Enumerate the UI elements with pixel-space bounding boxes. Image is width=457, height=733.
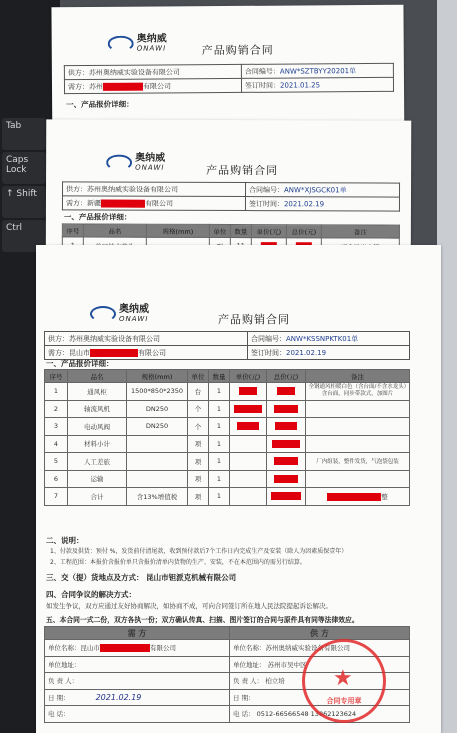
- cell-remark: [306, 435, 410, 453]
- contract-header-table: [62, 181, 400, 211]
- col-header: 序号: [62, 224, 83, 237]
- company-logo: [106, 154, 165, 172]
- cell-spec: 含13%增值税: [127, 488, 188, 506]
- cell-price: [230, 453, 267, 471]
- cell-total: [267, 383, 306, 401]
- buyer-unit-prefix: 单位名称：昆山市: [48, 644, 100, 653]
- redaction-mark: [275, 422, 297, 430]
- col-header: 单价(元): [230, 370, 267, 383]
- cell-name: 轴流风机: [68, 400, 127, 418]
- cell-spec: 1500*850*2350: [127, 383, 188, 401]
- buyer-field: [62, 196, 245, 211]
- cell-qty: 1: [209, 453, 230, 471]
- logo-mark-icon: [90, 306, 116, 322]
- cell-name: 材料小计: [68, 435, 127, 453]
- table-header-row: [45, 370, 410, 383]
- col-header: 总价(元): [267, 370, 306, 383]
- sign-date-label: 签订时间：: [248, 199, 284, 208]
- logo-mark-icon: [108, 36, 134, 52]
- col-header: 备注: [306, 370, 410, 383]
- contract-number-label: 合同编号：: [251, 334, 286, 343]
- cell-num: 5: [45, 453, 68, 471]
- col-header: 单位: [188, 370, 209, 383]
- cell-num: 1: [45, 383, 68, 401]
- note-payment: 1、付款及供货：预付 %，发货前付清尾款，收到预付款后7个工作日内完成生产及安装（除人为因素质保壹年）: [50, 548, 348, 555]
- redaction-mark: [234, 405, 262, 413]
- cell-remark: [306, 488, 410, 506]
- cell-qty: 1: [209, 400, 230, 418]
- col-header: 总价(元): [286, 225, 321, 238]
- sign-date-label: 签订时间：: [244, 81, 281, 90]
- cell-num: 2: [45, 400, 68, 418]
- buyer-prefix: 需方：昆山市: [48, 348, 90, 357]
- cell-num: 6: [45, 470, 68, 488]
- redaction-mark: [100, 644, 150, 652]
- col-header: 单价(元): [251, 225, 286, 238]
- buyer-unit-suffix: 有限公司: [150, 644, 176, 653]
- contract-sheet-3: [36, 245, 441, 733]
- buyer-field: [64, 78, 241, 93]
- cell-total: [267, 488, 306, 506]
- sign-date-field: [245, 197, 399, 212]
- sign-date-field: [241, 77, 393, 92]
- buyer-prefix: 需方：苏州: [67, 82, 104, 91]
- contract-number: ANW*KSSNPKTK01单: [286, 334, 359, 343]
- cell-unit: 个: [188, 418, 209, 436]
- contract-title: 产品购销合同: [218, 313, 290, 326]
- key-shift: ↑ Shift: [2, 186, 46, 218]
- cell-unit: 项: [188, 435, 209, 453]
- company-logo: [90, 305, 149, 323]
- contract-number-field: [248, 332, 410, 346]
- note-scope: 2、工程范围：本报价含报价单只含报价清单内货物的生产、安装，不在本范围内的需另行结算。: [50, 559, 306, 566]
- contract-header-table: [64, 63, 394, 94]
- logo-text-cn: 奥纳威: [136, 33, 167, 45]
- redaction-mark: [103, 82, 143, 90]
- cell-total: [267, 400, 306, 418]
- col-header: 品名: [83, 224, 146, 237]
- sign-date: 2021.01.25: [279, 80, 321, 90]
- contract-title: 产品购销合同: [201, 43, 274, 58]
- buyer-date-label: 日 期：: [48, 693, 70, 702]
- cell-spec: [127, 435, 188, 453]
- buyer-header: 需 方: [45, 627, 230, 640]
- redaction-mark: [239, 387, 257, 395]
- cell-unit: 个: [188, 400, 209, 418]
- col-header: 单位: [209, 224, 230, 237]
- cell-price: [230, 383, 267, 401]
- cell-price: [230, 400, 267, 418]
- party-header-row: [45, 627, 410, 640]
- logo-text-en: ONAWI: [136, 44, 167, 53]
- supplier-rep: 负 责 人： 柏立培: [230, 673, 410, 690]
- buyer-address: 单位地址：: [45, 656, 230, 673]
- logo-text-en: ONAWI: [135, 163, 165, 172]
- dispute-text: 如发生争议，双方应通过友好协商解决，如协商不成，可向合同签订所在地人民法院提起诉讼解决。: [46, 602, 332, 610]
- col-header: 序号: [45, 370, 68, 383]
- cell-name: 合计: [68, 488, 127, 506]
- buyer-suffix: 有限公司: [142, 81, 172, 91]
- section-heading: 一、产品报价详细：: [63, 212, 132, 222]
- cell-name: 运输: [68, 470, 127, 488]
- supplier-header: 供 方: [230, 627, 410, 640]
- redaction-mark: [274, 457, 298, 465]
- cell-total: [267, 418, 306, 436]
- cell-spec: [127, 453, 188, 471]
- buyer-phone: 电 话：: [45, 706, 230, 723]
- supplier-date: 日 期：: [230, 689, 410, 706]
- key-caps-lock: Caps Lock: [2, 152, 46, 184]
- redaction-mark: [271, 492, 301, 500]
- sign-date: 2021.02.19: [286, 348, 327, 357]
- section-heading: 一、产品报价详细：: [66, 99, 134, 110]
- logo-text-en: ONAWI: [119, 315, 149, 323]
- seal-star-icon: ★: [333, 666, 353, 691]
- redaction-mark: [327, 493, 381, 501]
- contract-number-label: 合同编号：: [249, 185, 285, 194]
- contract-number: ANW*SZTBYY20201单: [279, 66, 357, 76]
- supplier-field: 供方：苏州奥纳威实验设备有限公司: [45, 332, 248, 346]
- cell-price: [230, 488, 267, 506]
- col-header: 规格(mm): [127, 370, 188, 383]
- supplier-phone: 电 话： 0512-66566548 13862123624: [230, 706, 410, 723]
- cell-remark: 厂内组装，整件发货，气泡袋包装: [306, 453, 410, 471]
- redaction-mark: [274, 475, 298, 483]
- table-row: [45, 453, 410, 471]
- cell-qty: 1: [209, 435, 230, 453]
- cell-unit: 项: [188, 470, 209, 488]
- cell-remark: [306, 470, 410, 488]
- buyer-suffix: 有限公司: [144, 199, 173, 208]
- redaction-mark: [277, 387, 295, 395]
- cell-unit: 项: [188, 488, 209, 506]
- table-row: [45, 418, 410, 436]
- total-suffix: 整: [381, 492, 388, 501]
- delivery-line: 三、交（提）货地点及方式： 昆山市钽派克机械有限公司: [46, 573, 237, 582]
- cell-qty: 1: [209, 470, 230, 488]
- redaction-mark: [90, 349, 138, 357]
- cell-num: 3: [45, 418, 68, 436]
- key-ctrl: Ctrl: [2, 220, 46, 252]
- cell-remark: 全钢通风柜暖白色（含台面/不含水龙头）含台面，同步带款式，加图片: [306, 383, 410, 401]
- buyer-prefix: 需方：新疆: [65, 198, 101, 208]
- dispute-heading: 四、合同争议的解决方式：: [46, 590, 136, 599]
- logo-mark-icon: [106, 155, 132, 171]
- copies-clause: 五、本合同一式二份，双方各执一份；双方确认传真、扫描、图片签订的合同与原件具有同等法律效应。: [46, 616, 359, 624]
- table-row: [45, 470, 410, 488]
- logo-text-cn: 奥纳威: [135, 152, 166, 164]
- cell-spec: DN250: [127, 418, 188, 436]
- contract-number-field: [241, 63, 393, 78]
- col-header: 规格(mm): [146, 224, 209, 237]
- logo-text-cn: 奥纳威: [119, 304, 149, 315]
- buyer-suffix: 有限公司: [138, 348, 166, 357]
- cell-total: [267, 435, 306, 453]
- cell-spec: [127, 470, 188, 488]
- key-tab: Tab: [2, 118, 46, 150]
- cell-num: 4: [45, 435, 68, 453]
- sign-date-label: 签订时间：: [251, 348, 286, 357]
- section-heading: 一、产品报价详细：: [46, 359, 114, 368]
- supplier-field: 供方：苏州奥纳威实验设备有限公司: [62, 182, 245, 197]
- cell-unit: 台: [188, 383, 209, 401]
- table-header-row: [62, 224, 399, 238]
- table-row: [45, 488, 410, 506]
- quote-table: [44, 369, 410, 506]
- cell-name: 通风柜: [68, 383, 127, 401]
- col-header: 数量: [209, 370, 230, 383]
- cell-total: [267, 470, 306, 488]
- cell-unit: 项: [188, 453, 209, 471]
- buyer-rep: 负 责 人：: [45, 673, 230, 690]
- company-logo: [108, 34, 167, 52]
- redaction-mark: [101, 199, 145, 207]
- cell-price: [230, 435, 267, 453]
- cell-qty: 1: [209, 418, 230, 436]
- cell-remark: [306, 418, 410, 436]
- handwritten-date: 2021.02.19: [95, 692, 142, 702]
- redaction-mark: [274, 405, 298, 413]
- col-header: 数量: [230, 225, 251, 238]
- buyer-date-field: [45, 689, 230, 706]
- table-row: [45, 400, 410, 418]
- col-header: 品名: [68, 370, 127, 383]
- redaction-mark: [237, 422, 259, 430]
- contract-number-label: 合同编号：: [244, 67, 280, 76]
- supplier-unit: 单位名称：苏州奥纳威实验设备有限公司: [230, 640, 410, 657]
- cell-price: [230, 470, 267, 488]
- cell-name: 人工差旅: [68, 453, 127, 471]
- cell-qty: 1: [209, 488, 230, 506]
- sign-date: 2021.02.19: [283, 199, 325, 208]
- cell-remark: [306, 400, 410, 418]
- contract-title: 产品购销合同: [206, 163, 279, 178]
- notes-heading: 二、说明：: [46, 536, 84, 545]
- buyer-unit: [45, 640, 230, 657]
- cell-qty: 1: [209, 383, 230, 401]
- redaction-mark: [272, 440, 300, 448]
- table-row: [45, 383, 410, 401]
- supplier-field: 供方：苏州奥纳威实验设备有限公司: [64, 64, 241, 79]
- contract-number: ANW*XJSGCK01单: [284, 185, 347, 194]
- sign-date-field: [248, 346, 410, 360]
- company-seal: [302, 639, 386, 723]
- cell-spec: DN250: [127, 400, 188, 418]
- seal-text: 合同专用章: [326, 697, 362, 705]
- contract-header-table: [44, 331, 410, 360]
- cell-name: 电动风阀: [68, 418, 127, 436]
- contract-number-field: [245, 183, 399, 198]
- cell-num: 7: [45, 488, 68, 506]
- supplier-address: 单位地址： 苏州市吴中区: [230, 656, 410, 673]
- table-row: [45, 435, 410, 453]
- cell-total: [267, 453, 306, 471]
- col-header: 备注: [321, 225, 399, 238]
- cell-price: [230, 418, 267, 436]
